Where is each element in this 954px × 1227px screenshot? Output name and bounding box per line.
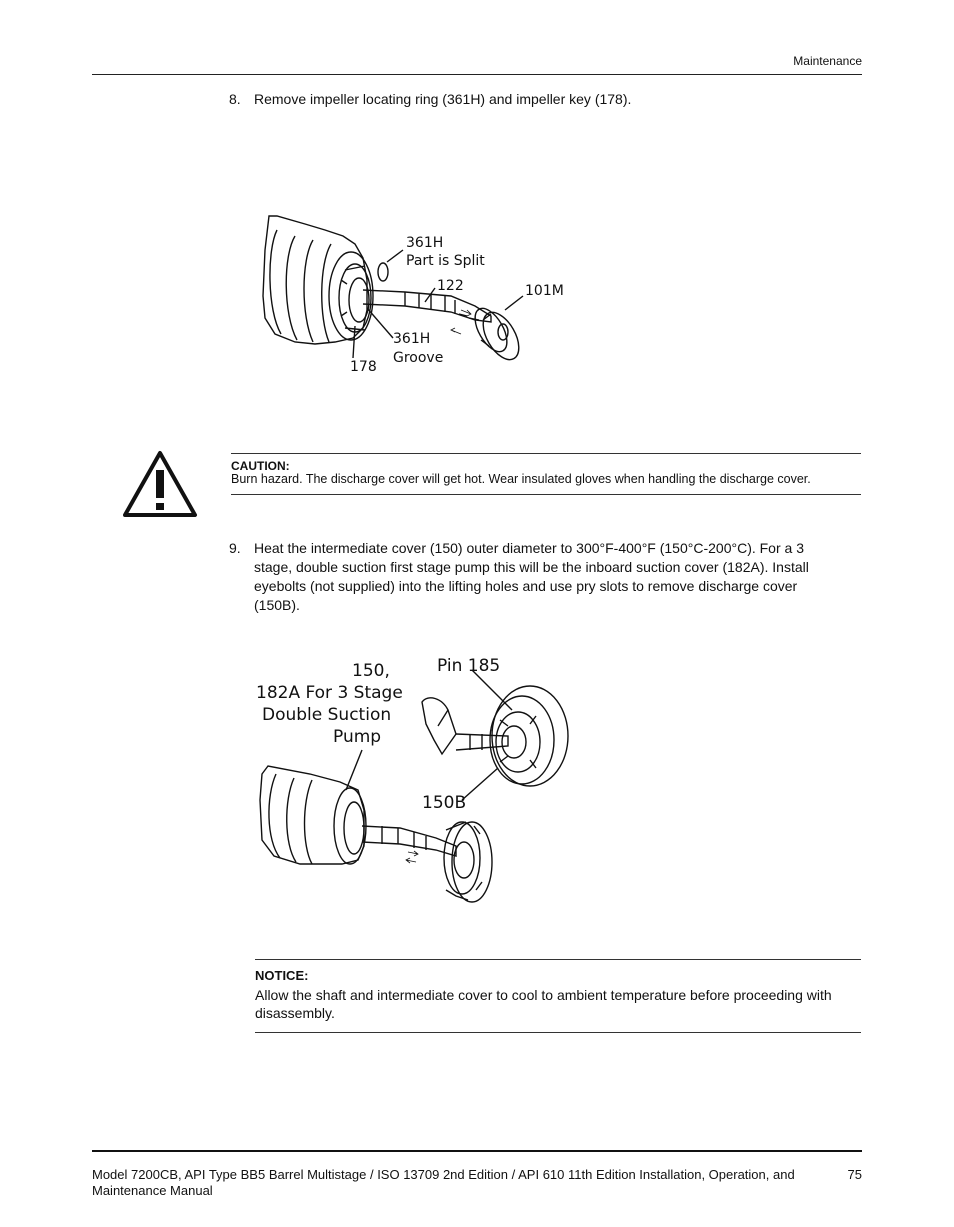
- footer-manual-title: Model 7200CB, API Type BB5 Barrel Multistage / ISO 13709 2nd Edition / API 610 11th Edition Installation, Operation, and Maintenance Manual: [92, 1167, 795, 1198]
- caution-text: Burn hazard. The discharge cover will get hot. Wear insulated gloves when handling the discharge cover.: [231, 472, 811, 486]
- caution-title: CAUTION:: [231, 459, 290, 473]
- figure-discharge-cover-removal: [250, 650, 590, 915]
- step-text-line: (150B).: [254, 597, 300, 613]
- label-150: 150,: [352, 661, 390, 681]
- label-double-suction: Double Suction: [262, 705, 392, 725]
- section-header: Maintenance: [793, 54, 862, 68]
- step-9: [229, 539, 869, 615]
- step-text-line: Heat the intermediate cover (150) outer diameter to 300°F-400°F (150°C-200°C). For a 3: [254, 540, 804, 556]
- label-pump: Pump: [333, 727, 382, 747]
- step-text-line: stage, double suction first stage pump this will be the inboard suction cover (182A). Install: [254, 559, 809, 575]
- label-122: 122: [437, 278, 464, 294]
- label-part-is-split: Part is Split: [406, 253, 485, 269]
- figure-impeller-locating-ring: [255, 210, 564, 385]
- label-361h: 361H: [406, 235, 444, 251]
- label-101m: 101M: [525, 283, 564, 299]
- step-number: 9.: [229, 540, 241, 556]
- footer-rule: [92, 1150, 862, 1152]
- header-rule: [92, 74, 862, 75]
- notice-text: Allow the shaft and intermediate cover to cool to ambient temperature before proceeding with disassembly.: [255, 987, 832, 1021]
- step-text: Remove impeller locating ring (361H) and impeller key (178).: [254, 91, 632, 107]
- label-pin-185: Pin 185: [437, 656, 501, 676]
- step-text: [254, 539, 864, 615]
- label-182a-for-3-stage: 182A For 3 Stage: [256, 683, 403, 703]
- step-text-line: eyebolts (not supplied) into the lifting holes and use pry slots to remove discharge cover: [254, 578, 798, 594]
- label-150b: 150B: [422, 793, 467, 813]
- notice-box: [255, 959, 861, 1033]
- notice-title: NOTICE:: [255, 968, 309, 983]
- warning-triangle-icon: [122, 450, 198, 518]
- label-178: 178: [350, 359, 377, 375]
- label-groove: Groove: [393, 350, 444, 366]
- step-number: 8.: [229, 91, 241, 107]
- caution-box: [231, 453, 861, 495]
- label-361h-groove-part: 361H: [393, 331, 431, 347]
- step-8: [229, 90, 869, 110]
- page-number: 75: [847, 1167, 862, 1182]
